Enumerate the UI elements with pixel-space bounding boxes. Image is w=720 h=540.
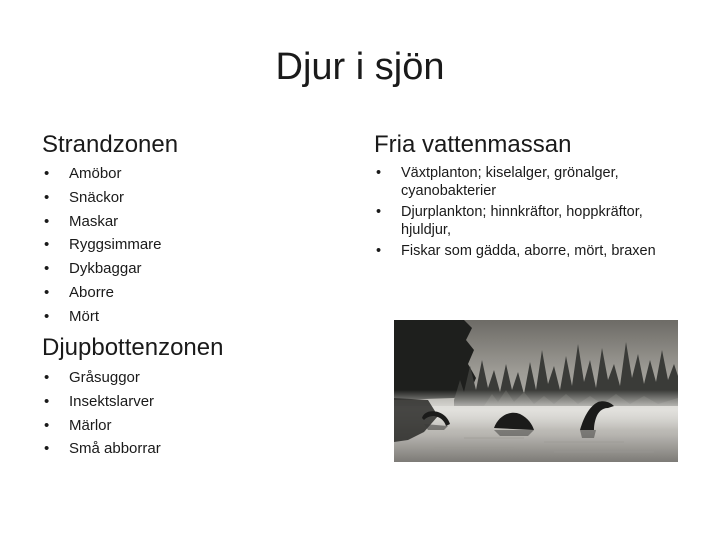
djupbottenzonen-list	[42, 366, 342, 461]
list-item: • Ryggsimmare	[42, 233, 342, 257]
slide-title: Djur i sjön	[275, 46, 445, 88]
djupbottenzonen-heading: Djupbottenzonen	[42, 334, 224, 361]
list-item: • Snäckor	[42, 186, 342, 210]
list-item: • Maskar	[42, 210, 342, 234]
strandzonen-heading: Strandzonen	[42, 131, 179, 158]
list-item: • Insektslarver	[42, 390, 342, 414]
list-item: • Mört	[42, 305, 342, 329]
strandzonen-list	[42, 162, 342, 329]
list-item: • Djurplankton; hinnkräftor, hoppkräftor, hjuldjur,	[374, 204, 674, 239]
lake-monster-photo	[394, 320, 678, 462]
list-item: • Amöbor	[42, 162, 342, 186]
fria-vattenmassan-list	[374, 165, 674, 265]
list-item: • Märlor	[42, 414, 342, 438]
list-item: • Aborre	[42, 281, 342, 305]
list-item: • Små abborrar	[42, 437, 342, 461]
list-item: • Gråsuggor	[42, 366, 342, 390]
list-item: • Växtplanton; kiselalger, grönalger, cyanobakterier	[374, 165, 674, 200]
list-item: • Dykbaggar	[42, 257, 342, 281]
list-item: • Fiskar som gädda, aborre, mört, braxen	[374, 243, 674, 261]
fria-vattenmassan-heading: Fria vattenmassan	[374, 131, 572, 158]
